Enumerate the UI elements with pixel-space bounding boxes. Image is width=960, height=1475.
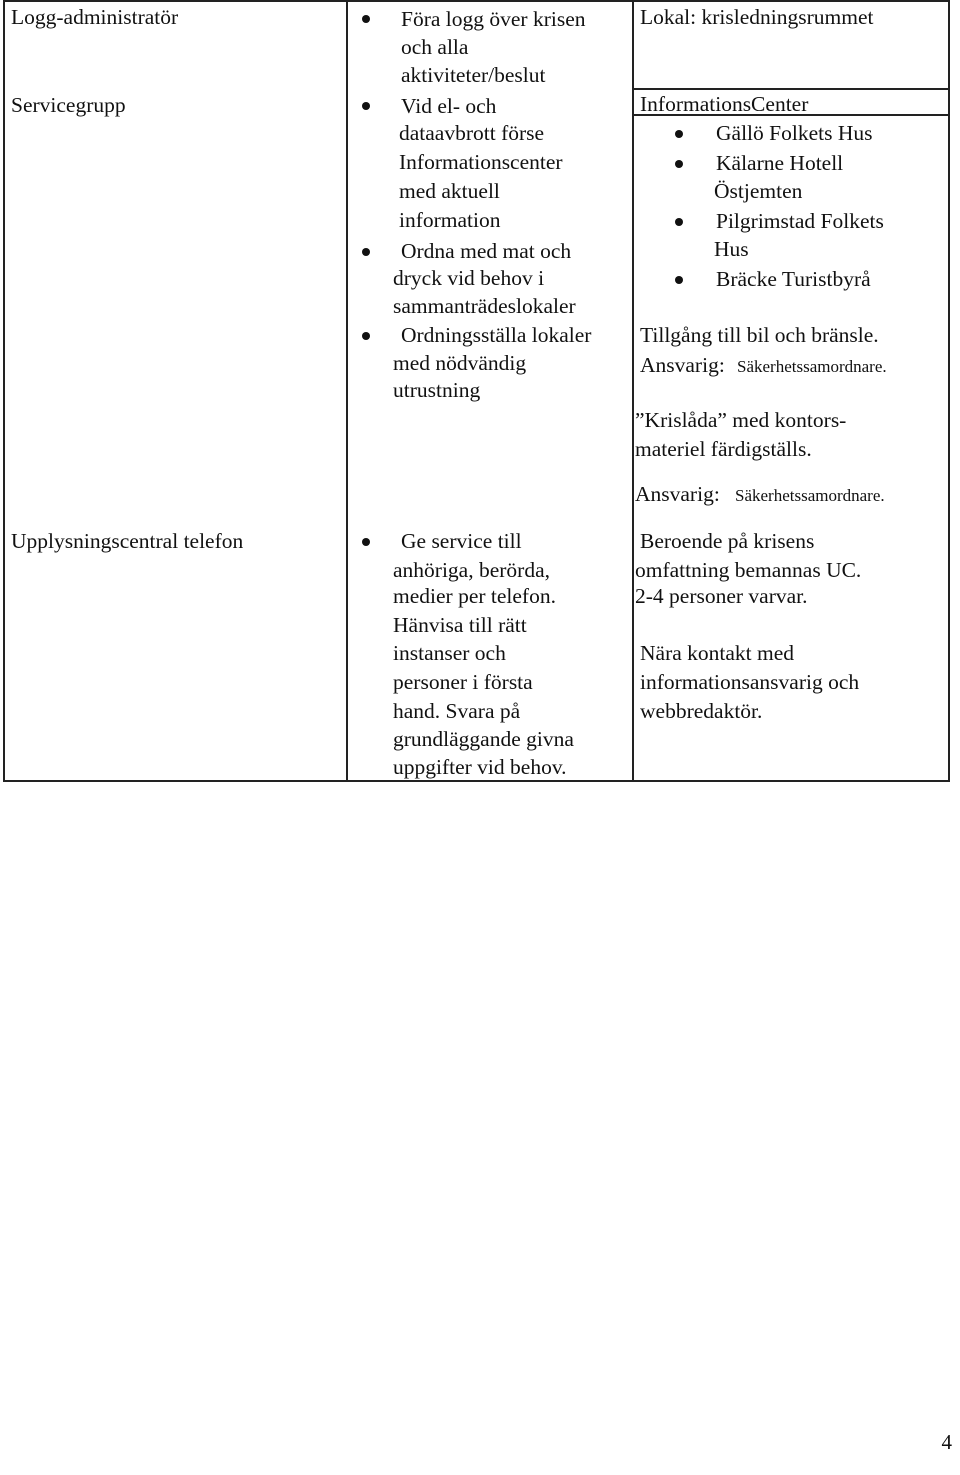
task-line: och alla — [401, 35, 469, 59]
task-line: anhöriga, berörda, — [393, 558, 550, 582]
resource-note: materiel färdigställs. — [635, 437, 812, 461]
resource-line: 2-4 personer varvar. — [635, 584, 808, 608]
resource-note: Säkerhetssamordnare. — [735, 486, 885, 505]
table-border-left — [3, 0, 5, 782]
task-line: sammanträdeslokaler — [393, 294, 576, 318]
table-border-top — [3, 0, 950, 2]
resource-line: omfattning bemannas UC. — [635, 558, 862, 582]
resource-note: Ansvarig: — [635, 482, 720, 506]
task-line: grundläggande givna — [393, 727, 574, 751]
task-line: Hänvisa till rätt — [393, 613, 527, 637]
resource-note: Tillgång till bil och bränsle. — [640, 323, 879, 347]
role-upplysningscentral: Upplysningscentral telefon — [11, 529, 244, 553]
bullet-icon — [675, 276, 683, 284]
bullet-icon — [362, 248, 370, 256]
bullet-icon — [675, 160, 683, 168]
task-line: medier per telefon. — [393, 584, 556, 608]
bullet-icon — [362, 102, 370, 110]
bullet-icon — [675, 130, 683, 138]
table-divider-1 — [346, 0, 348, 782]
task-line: dataavbrott förse — [399, 121, 545, 145]
task-line: med aktuell — [399, 179, 500, 203]
task-line: Ordna med mat och — [401, 239, 572, 263]
role-servicegrupp: Servicegrupp — [11, 93, 126, 117]
task-line: instanser och — [393, 641, 506, 665]
task-line: Vid el- och — [401, 94, 497, 118]
bullet-icon — [362, 15, 370, 23]
role-logg-administrator: Logg-administratör — [11, 5, 179, 29]
task-line: information — [399, 208, 501, 232]
task-line: Ordningsställa lokaler — [401, 323, 592, 347]
resource-list-line: Bräcke Turistbyrå — [716, 267, 871, 291]
resource-list-line: Östjemten — [714, 179, 803, 203]
table-border-right — [948, 0, 950, 782]
table-divider-2 — [632, 0, 634, 782]
page-number: 4 — [941, 1430, 952, 1454]
task-line: hand. Svara på — [393, 699, 521, 723]
task-line: aktiviteter/beslut — [401, 63, 546, 87]
task-line: med nödvändig — [393, 351, 527, 375]
task-line: personer i första — [393, 670, 533, 694]
resource-line: webbredaktör. — [640, 699, 763, 723]
resource-list-line: Kälarne Hotell — [716, 151, 844, 175]
task-line: utrustning — [393, 378, 481, 402]
task-line: Informationscenter — [399, 150, 563, 174]
resource-list-line: Gällö Folkets Hus — [716, 121, 873, 145]
task-line: Föra logg över krisen — [401, 7, 586, 31]
resource-list-line: Hus — [714, 237, 749, 261]
resource-note: Säkerhetssamordnare. — [737, 357, 887, 376]
bullet-icon — [675, 218, 683, 226]
resource-line: Nära kontakt med — [640, 641, 795, 665]
bullet-icon — [362, 332, 370, 340]
resource-line: Lokal: krisledningsrummet — [640, 5, 874, 29]
task-line: uppgifter vid behov. — [393, 755, 567, 779]
resource-line: informationsansvarig och — [640, 670, 860, 694]
resource-line: Beroende på krisens — [640, 529, 815, 553]
resource-list-line: Pilgrimstad Folkets — [716, 209, 884, 233]
task-line: dryck vid behov i — [393, 266, 545, 290]
bullet-icon — [362, 538, 370, 546]
resource-note: Ansvarig: — [640, 353, 725, 377]
task-line: Ge service till — [401, 529, 522, 553]
resource-heading: InformationsCenter — [640, 92, 809, 116]
resource-note: ”Krislåda” med kontors- — [635, 408, 847, 432]
